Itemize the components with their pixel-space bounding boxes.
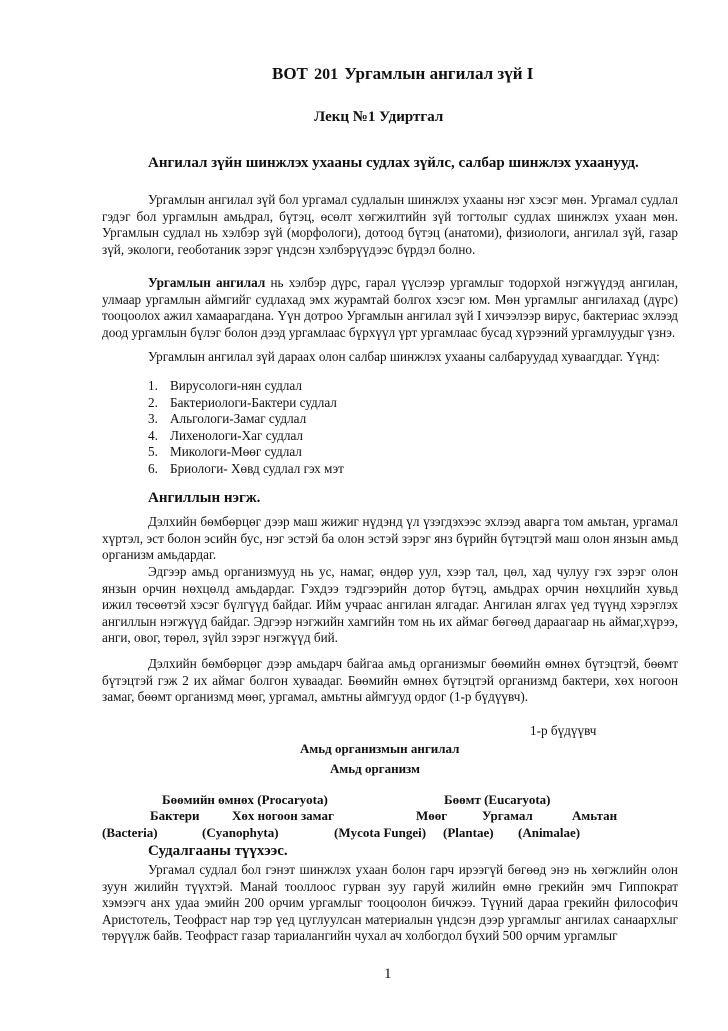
- figure-node-animalae: Амьтан: [572, 808, 618, 823]
- bold-term: Ургамлын ангилал: [148, 275, 266, 290]
- page-number: 1: [384, 966, 392, 982]
- list-item: 3. Альгологи-Замаг судлал: [148, 411, 307, 427]
- figure-latin-animalae: (Animalae): [518, 825, 581, 840]
- figure-title: Амьд организмын ангилал: [300, 741, 460, 756]
- figure-node-eucaryota: Бөөмт (Eucaryota): [444, 792, 551, 807]
- paragraph: Дэлхийн бөмбөрцөг дээр амьдарч байгаа амьд организмыг бөөмийн өмнөх бүтэцтэй, бөөмт бүтэцтэй гэж 2 их аймаг болгон хуваадаг. Бөөмийн өмнөх бүтэцтэй организмд бактери, хөх ногоон замаг, бөөмт организмд мөөг, ургамал, амьтны аймгууд ордог (1-р бүдүүвч).: [102, 656, 678, 705]
- figure-latin-cyanophyta: (Cyanophyta): [202, 825, 279, 840]
- list-item: 6. Бриологи- Хөвд судлал гэх мэт: [148, 460, 344, 476]
- figure-node-procaryota: Бөөмийн өмнөх (Procaryota): [162, 792, 328, 807]
- paragraph: Эдгээр амьд организмууд нь ус, намаг, өндөр уул, хээр тал, цөл, хад чулуу гэх зэрэг олон янзын орчин нөхцөлд амьдардаг. Гэхдээ тэдгээрийн дотор бүтэц, амьдрах орчин нөхцлийн хувьд ижил төсөөтэй хэсэг бүлгүүд байдаг. Ийм учраас ангилан ялгадаг. Ангилан ялгах үед түүнд хэрэглэх ангиллын нэгжүүд байдаг. Эдгээр нэгжийн хамгийн том нь их аймаг бөгөөд дараагаар нь аймаг,хүрээ, анги, овог, төрөл, зүйл зэрэг нэгжүүд бий.: [102, 564, 678, 646]
- figure-node-fungi: Мөөг: [416, 808, 448, 823]
- paragraph: Ургамлын ангилал зүй дараах олон салбар шинжлэх ухааны салбаруудад хуваагддаг. Үүнд:: [148, 349, 660, 364]
- figure-node-plantae: Ургамал: [482, 808, 533, 823]
- section-heading-history: Судалгааны түүхээс.: [148, 843, 288, 859]
- paragraph: [102, 275, 678, 341]
- figure-latin-fungi: (Mycota Fungei): [334, 825, 427, 840]
- list-item: 5. Микологи-Мөөг судлал: [148, 444, 302, 460]
- section-heading-units: Ангиллын нэгж.: [148, 490, 261, 506]
- course-code: ВОТ: [272, 64, 308, 83]
- figure-latin-plantae: (Plantae): [443, 825, 494, 840]
- figure-node-cyanophyta: Хөх ногоон замаг: [232, 808, 334, 823]
- list-item: 2. Бактериологи-Бактери судлал: [148, 394, 337, 410]
- paragraph-text: нь хэлбэр дүрс, гарал үүслээр ургамлыг тодорхой нэгжүүдэд ангилан, улмаар ургамлын аймгийг судлахад эмх журамтай болгох хэсэг юм. Мөн ургамлыг ангилахад (дүрс) тооцоолох ажил хамаарагдана. Үүн дотроо Ургамлын ангилал зүй I хичээлээр вирус, бактериас эхлээд доод ургамлын бүлэг болон дээд ургамлаас бүрхүүл үрт ургамлаас бусад хүрээний ургамлуудыг үзнэ.: [102, 275, 678, 340]
- lecture-title: Лекц №1 Удиртгал: [314, 109, 444, 125]
- course-number: 201: [314, 66, 339, 83]
- paragraph: Ургамал судлал бол гэнэт шинжлэх ухаан болон гарч ирээгүй бөгөөд энэ нь хөгжлийн олон зуун жилийн түүхтэй. Манай тооллоос гурван зуу гаруй жилийн өмнө грекийн эмч Гиппократ хэмээгч анх удаа эмийн 200 орчим ургамлыг тооцоолон бичжээ. Түүний дараа грекийн философич Аристотель, Теофраст нар тэр үед цуглуулсан материалын үндсэн дээр ургамлыг ангилах санаархлыг төрүүлж байв. Теофраст газар тариалангийн чухал ач холбогдол бүхий 500 орчим ургамлыг: [102, 862, 678, 944]
- subfield-list: [148, 378, 344, 478]
- list-item: 1. Вирусологи-нян судлал: [148, 378, 302, 393]
- figure-node-bacteria: Бактери: [150, 808, 200, 823]
- document-title: [272, 64, 533, 84]
- figure-latin-bacteria: (Bacteria): [102, 825, 158, 840]
- paragraph: Дэлхийн бөмбөрцөг дээр маш жижиг нүдэнд үл үзэгдэхээс эхлээд аварга том амьтан, ургамал хүртэл, эст болон эсийн бус, нэг эстэй ба олон эстэй зэрэг янз бүрийн бүтэцтэй маш олон янзын амьд организм амьдардаг.: [102, 514, 678, 563]
- section-heading-classification: Ангилал зүйн шинжлэх ухааны судлах зүйлс, салбар шинжлэх ухаанууд.: [148, 155, 639, 171]
- figure-root-node: Амьд организм: [330, 761, 420, 776]
- paragraph: Ургамлын ангилал зүй бол ургамал судлалын шинжлэх ухааны нэг хэсэг мөн. Ургамал судлал гэдэг бол ургамлын амьдрал, бүтэц, өсөлт хөгжилтийн зүй тогтолыг судлах шинжлэх ухаан мөн. Ургамлын судлал нь хэлбэр зүй (морфологи), дотоод бүтэц (анатоми), физиологи, ангилал зүй, газар зүй, экологи, геоботаник зэрэг үндсэн хэлбэрүүдээс бүрдэл болно.: [102, 192, 678, 257]
- figure-caption: 1-р бүдүүвч: [530, 723, 597, 738]
- list-item: 4. Лихенологи-Хаг судлал: [148, 427, 303, 443]
- course-name: Ургамлын ангилал зүй I: [344, 64, 534, 83]
